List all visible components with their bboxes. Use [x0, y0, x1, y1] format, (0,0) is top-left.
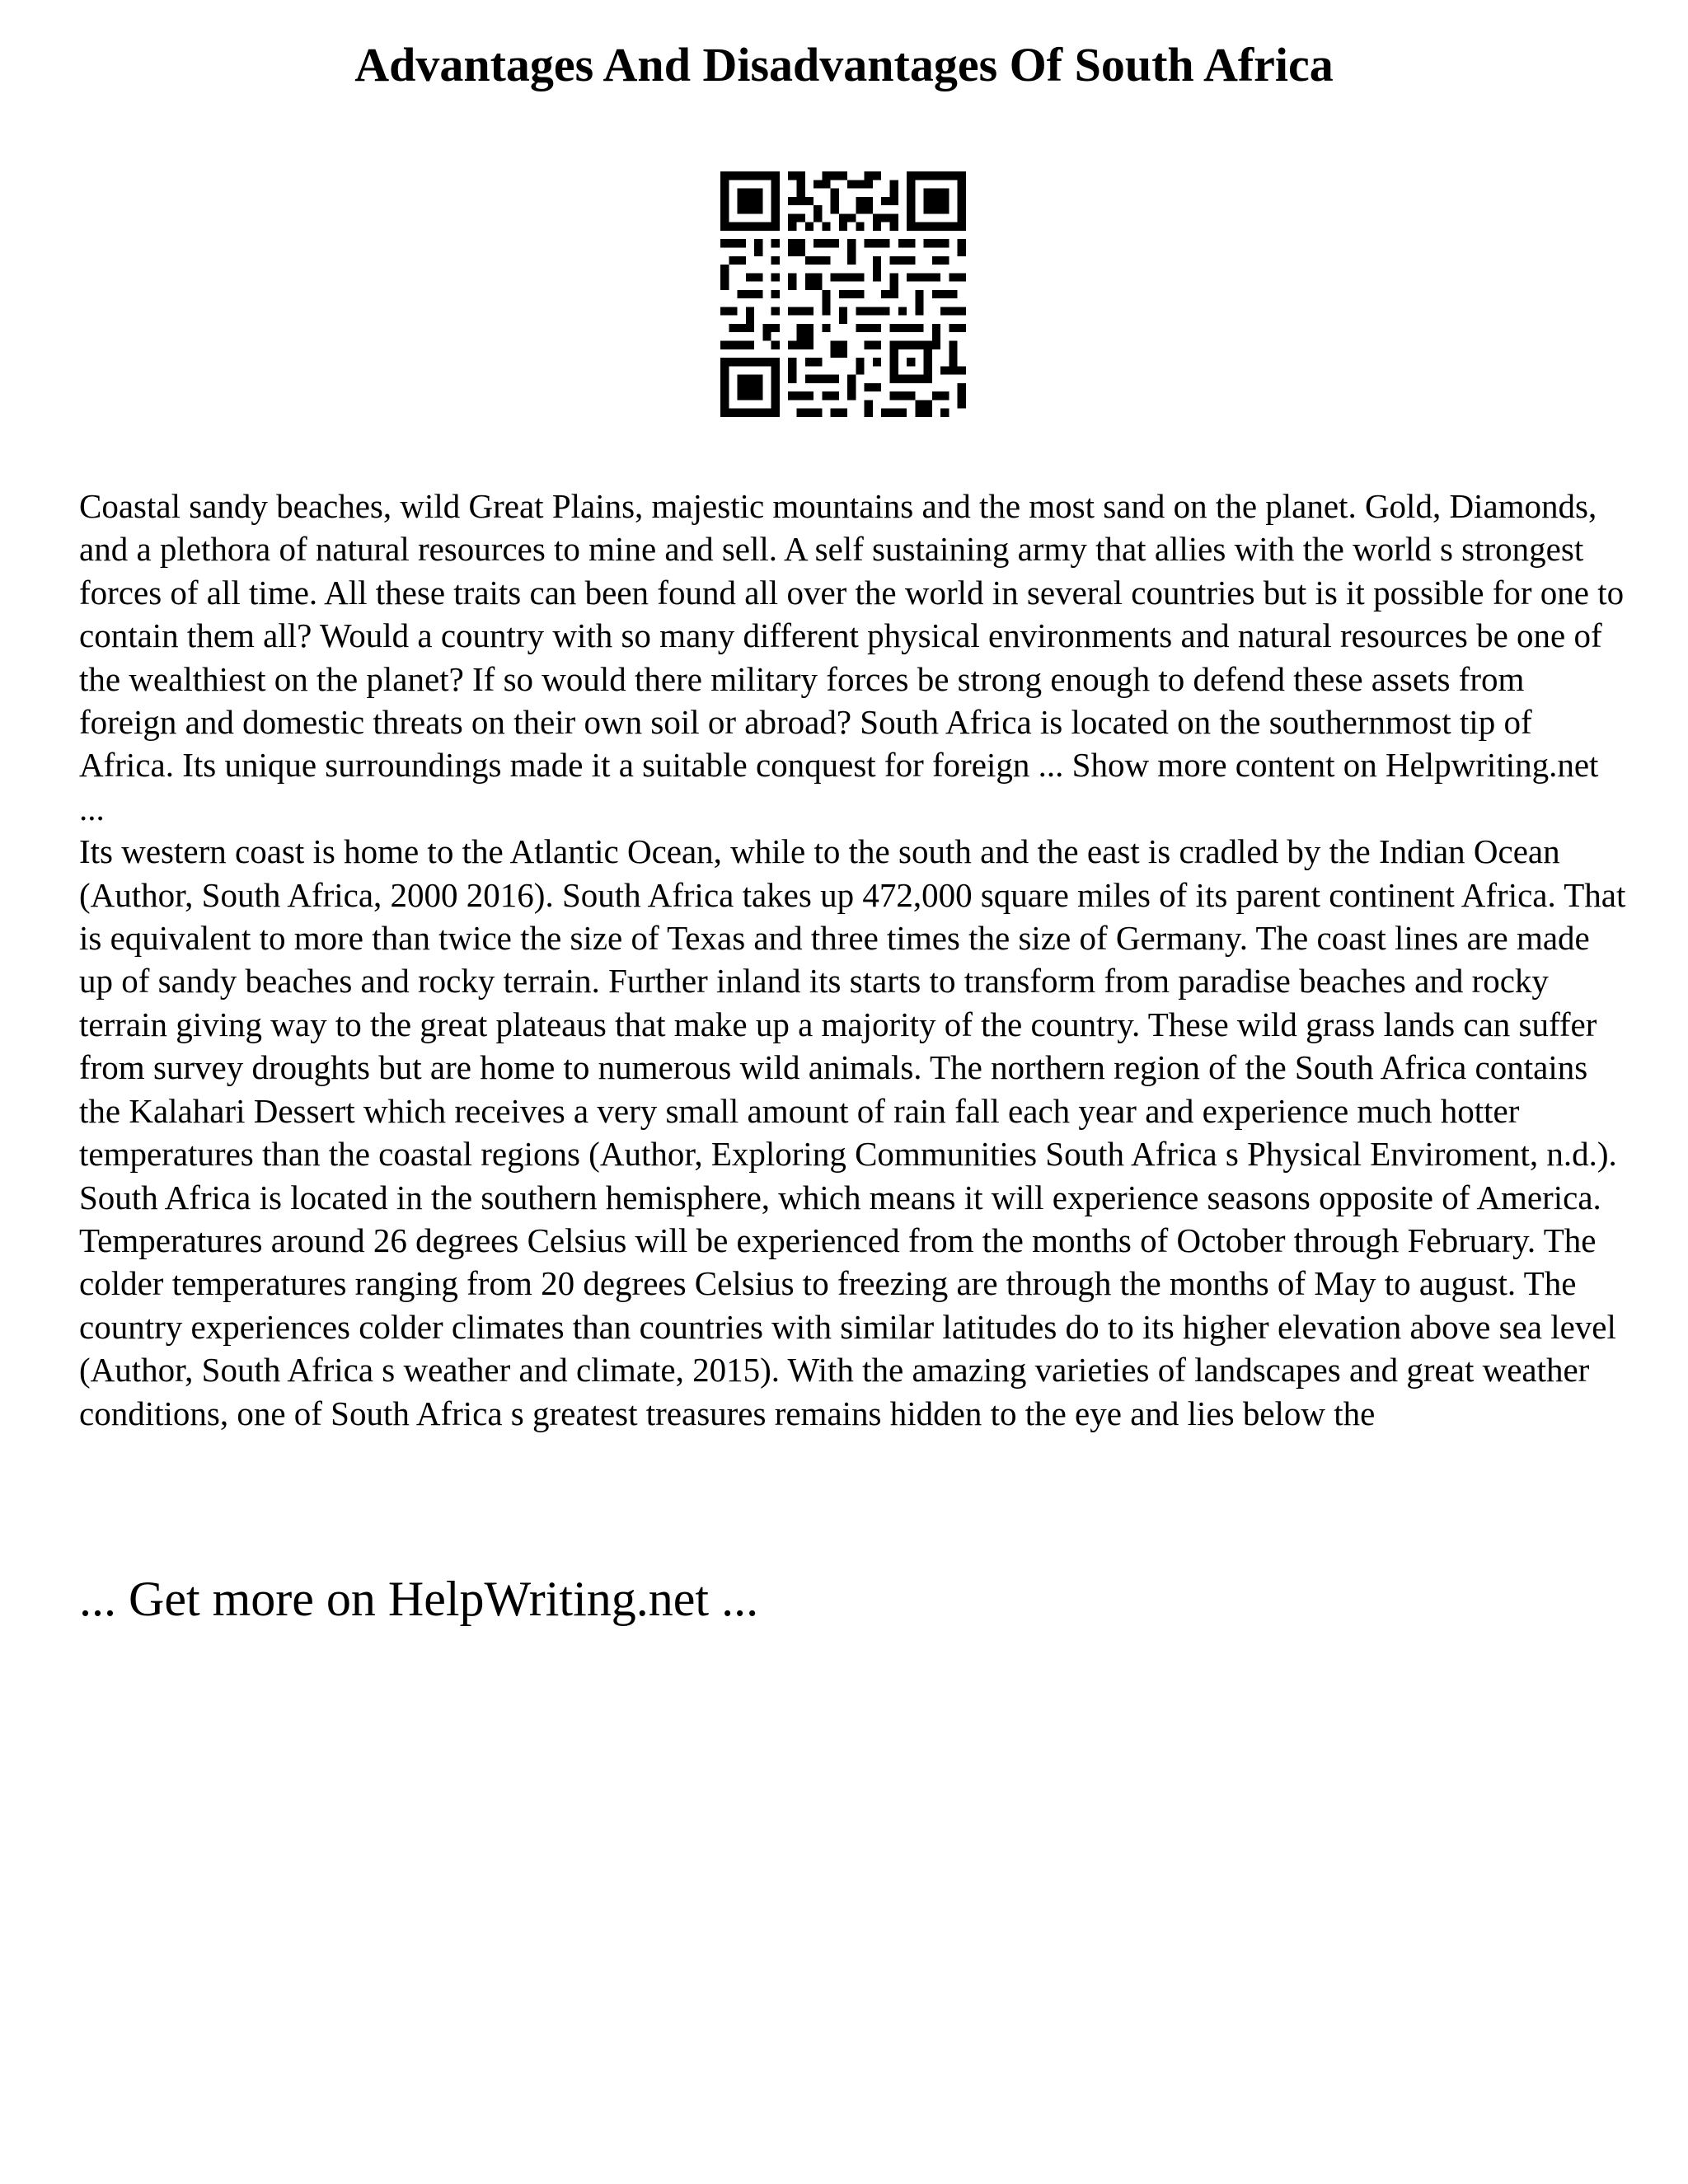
- document-title: Advantages And Disadvantages Of South Africa: [354, 38, 1334, 91]
- paragraph-geography: Its western coast is home to the Atlantic Ocean, while to the south and the east is cradled by the Indian Ocean (Author, South Africa, 2000 2016). South Africa takes up 472,000 square miles of its parent continent Africa. That is equivalent to more than twice the size of Texas and three times the size of Germany. The coast lines are made up of sandy beaches and rocky terrain. Further inland its starts to transform from paradise beaches and rocky terrain giving way to the great plateaus that make up a majority of the country. These wild grass lands can suffer from survey droughts but are home to numerous wild animals. The northern region of the South Africa contains the Kalahari Dessert which receives a very small amount of rain fall each year and experience much hotter temperatures than the coastal regions (Author, Exploring Communities South Africa s Physical Enviroment, n.d.). South Africa is located in the southern hemisphere, which means it will experience seasons opposite of America. Temperatures around 26 degrees Celsius will be experienced from the months of October through February. The colder temperatures ranging from 20 degrees Celsius to freezing are through the months of May to august. The country experiences colder climates than countries with similar latitudes do to its higher elevation above sea level (Author, South Africa s weather and climate, 2015). With the amazing varieties of landscapes and great weather conditions, one of South Africa s greatest treasures remains hidden to the eye and lies below the: [79, 832, 1626, 1432]
- paragraph-intro: Coastal sandy beaches, wild Great Plains, majestic mountains and the most sand on the planet. Gold, Diamonds, and a plethora of natural resources to mine and sell. A self sustaining army that allies with the world s strongest forces of all time. All these traits can been found all over the world in several countries but is it possible for one to contain them all? Would a country with so many different physical environments and natural resources be one of the wealthiest on the planet? If so would there military forces be strong enough to defend these assets from foreign and domestic threats on their own soil or abroad? South Africa is located on the southernmost tip of Africa. Its unique surroundings made it a suitable conquest for foreign ... Show more content on Helpwriting.net ...: [79, 487, 1625, 827]
- get-more-link[interactable]: ... Get more on HelpWriting.net ...: [79, 1572, 759, 1626]
- qr-code-icon[interactable]: [720, 171, 966, 417]
- article-body: [79, 485, 1629, 1435]
